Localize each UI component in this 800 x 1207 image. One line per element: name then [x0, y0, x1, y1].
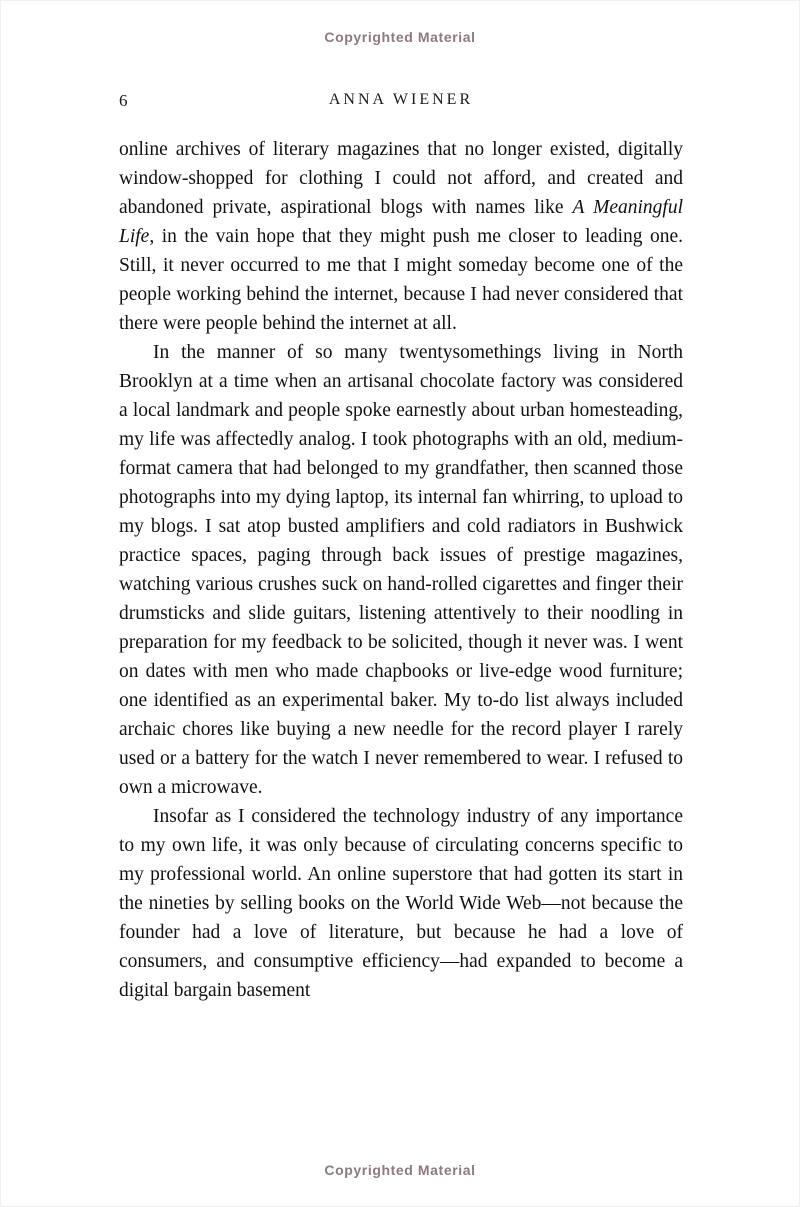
body-text — [119, 135, 683, 1005]
paragraph-2: In the manner of so many twentysomethings living in North Brooklyn at a time when an artisanal chocolate factory was considered a local landmark and people spoke earnestly about urban homesteading, my life was affectedly analog. I took photographs with an old, medium-format camera that had belonged to my grandfather, then scanned those photographs into my dying laptop, its internal fan whirring, to upload to my blogs. I sat atop busted amplifiers and cold radiators in Bushwick practice spaces, paging through back issues of prestige magazines, watching various crushes suck on hand-rolled cigarettes and finger their drumsticks and slide guitars, listening attentively to their noodling in preparation for my feedback to be solicited, though it never was. I went on dates with men who made chapbooks or live-edge wood furniture; one identified as an experimental baker. My to-do list always included archaic chores like buying a new needle for the record player I rarely used or a battery for the watch I never remembered to wear. I refused to own a microwave. — [119, 342, 683, 798]
paragraph-1 — [119, 135, 683, 338]
paragraph-3: Insofar as I considered the technology industry of any importance to my own life, it was only because of circulating concerns specific to my professional world. An online superstore that had gotten its start in the nineties by selling books on the World Wide Web—not because the founder had a love of literature, but because he had a love of consumers, and consumptive efficiency—had expanded to become a digital bargain basement — [119, 806, 683, 1001]
paragraph-1-italic-title: A Meaningful Life — [119, 197, 683, 247]
page-number: 6 — [119, 91, 128, 110]
running-head — [119, 91, 683, 113]
paragraph-1-text-pre: online archives of literary magazines that no longer existed, digitally window-shopped for clothing I could not afford, and created and abandoned private, aspirational blogs with names like — [119, 139, 683, 218]
copyright-notice-top: Copyrighted Material — [324, 29, 476, 45]
running-head-author: ANNA WIENER — [328, 91, 474, 108]
paragraph-1-text-post: , in the vain hope that they might push me closer to leading one. Still, it never occurred to me that I might someday become one of the people working behind the internet, because I had never considered that there were people behind the internet at all. — [119, 226, 683, 334]
copyright-notice-bottom: Copyrighted Material — [324, 1162, 476, 1178]
